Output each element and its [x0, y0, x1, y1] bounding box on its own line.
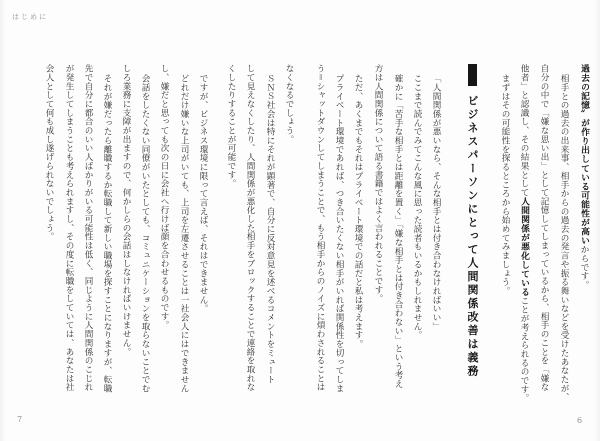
text-column: [498, 74, 511, 295]
body-text: それが嫌だったら離職するか転職して新しい職場を探すことになりますが、転職: [102, 74, 112, 393]
body-text: ただ、あくまでもそれはプライベート環境での話だと私は考えます。: [353, 74, 363, 349]
body-text: 会話をしたくない同僚がいたとしても、コミュニケーションを取らないことでむ: [140, 74, 150, 393]
body-text: ことが考えられるのです。: [519, 296, 529, 403]
body-text: 自分の中で「嫌な思い出」として記憶してしまっているから、相手のことを「嫌な: [539, 64, 549, 392]
running-header: はじめに: [12, 13, 48, 21]
emphasized-text: ビジネスパーソンにとって人間関係改善は義務: [466, 95, 479, 379]
body-text: う＝シャットダウンしてしまうことで、もう相手からのノイズに煩わされることは: [315, 64, 325, 392]
text-column: [517, 64, 530, 403]
text-column: [351, 74, 364, 348]
body-text: なくなるでしょう。: [284, 64, 294, 144]
text-column: [196, 74, 209, 313]
text-column: [391, 74, 404, 388]
text-column: [177, 74, 190, 393]
body-text: ＳＮＳ社会は特にそれが顕著で、自分に反対意見を述べるコメントをミュート: [265, 74, 275, 384]
body-text: どれだけ嫌いな上司がいても、上司を左遷させることは一社会人にはできません: [179, 74, 189, 393]
body-text: 会人として何も成し遂げられないでしょう。: [44, 64, 54, 241]
body-text: 確かに「苦手な相手とは距離を置く」「嫌な相手とは付き合わない」という考え: [393, 74, 403, 389]
body-text: が発生してしまうことも考えられますし、その度に転職をしていては、あなたは社: [64, 64, 74, 392]
text-column: [429, 74, 442, 331]
body-text: ここまで読んでみてこんな風に思った読者もいるかもしれません。: [412, 74, 422, 340]
body-text: して見えなくしたり、人間関係が悪化した相手をブロックすることで連絡を取れな: [245, 64, 255, 392]
body-text: 「人間関係が悪いなら、そんな相手とは付き合わなければいい」: [431, 74, 441, 331]
text-column: [263, 74, 276, 384]
page-number-right: 6: [577, 416, 583, 425]
text-column: [42, 64, 55, 241]
text-column: [157, 64, 170, 330]
text-column: [81, 64, 94, 391]
body-text: し、嫌だと思っても次の日に会社へ行けば顔を合わせるものです。: [159, 64, 169, 330]
body-text: 方は人間関係について語る書籍ではよく言われることです。: [373, 64, 383, 303]
emphasized-text: 過去の記憶〟が作り出している可能性が高い: [579, 64, 589, 245]
text-column: [224, 64, 237, 188]
body-text: 他者」と認識し、その結果として: [519, 64, 529, 197]
body-text: くしたりすることが可能です。: [226, 64, 236, 188]
text-column: [410, 74, 423, 340]
text-column: [62, 64, 75, 391]
text-column: [282, 64, 295, 144]
body-text: 先で自分に都合のいい人ばかりがいる可能性は低く、同じように人間関係のこじれ: [83, 64, 93, 392]
text-column: [100, 74, 113, 393]
text-column: [119, 64, 132, 356]
text-column: [537, 64, 550, 391]
emphasized-text: 人間関係が悪化している: [519, 196, 529, 297]
body-text: まずはその可能性を探るところから始めてみましょう。: [500, 74, 510, 296]
text-column: [332, 74, 345, 393]
page-number-left: 7: [17, 415, 23, 424]
body-text: プライベート環境であれば、つき合いたくない相手がいれば関係性を切ってしま: [334, 74, 344, 393]
text-column: [243, 64, 256, 391]
text-column: [577, 64, 590, 289]
body-text: ですが、ビジネス環境に限って言えば、それはできません。: [198, 74, 208, 313]
section-heading: [464, 64, 481, 379]
text-column: [313, 64, 326, 391]
text-column: [138, 74, 151, 393]
text-column: [557, 74, 570, 401]
black-bar-icon: [468, 64, 477, 86]
body-text: からです。: [579, 245, 589, 290]
body-text: 相手との過去の出来事、相手からの過去の発言や振る舞いなどを受けたあなたが、: [559, 74, 569, 402]
body-text: しろ業務に支障が出ますので、何かしらの会話はしなければいけません。: [121, 64, 131, 357]
page-right: [300, 0, 600, 441]
text-column: [371, 64, 384, 303]
